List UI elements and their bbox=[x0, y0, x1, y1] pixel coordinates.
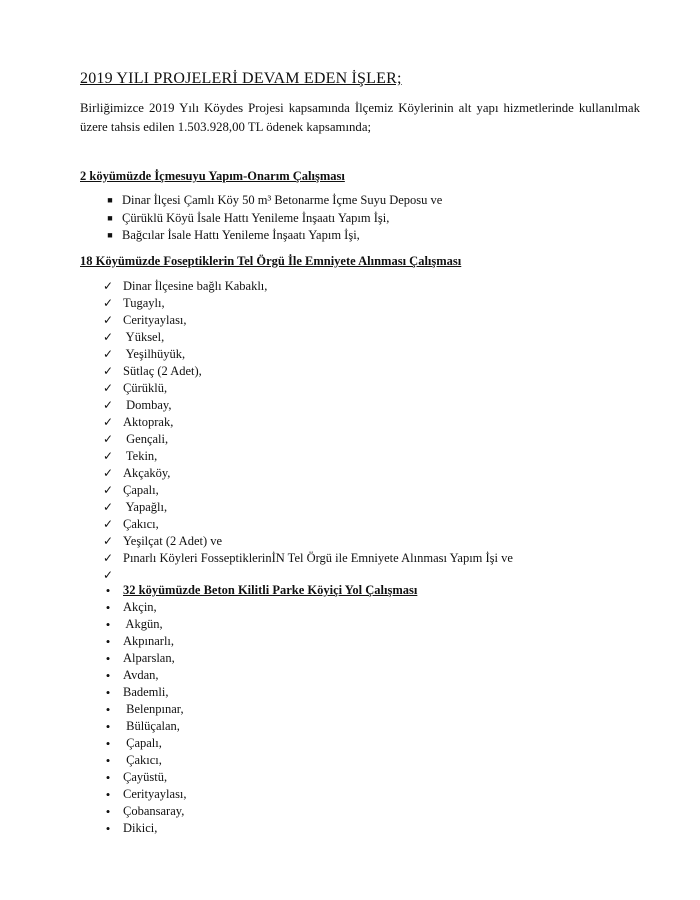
list-item: ✓ Aktoprak, bbox=[102, 415, 174, 429]
section-heading-paving: 32 köyümüzde Beton Kilitli Parke Köyiçi Yol Çalışması bbox=[123, 583, 418, 597]
list-item: ✓ Dombay, bbox=[102, 398, 172, 412]
list-item: ✓ Sütlaç (2 Adet), bbox=[102, 364, 202, 378]
square-bullet-icon: ■ bbox=[107, 230, 113, 240]
checkmark-icon: ✓ bbox=[102, 517, 114, 531]
checkmark-icon: ✓ bbox=[102, 466, 114, 480]
round-bullet-icon: • bbox=[105, 668, 111, 683]
square-bullet-icon: ■ bbox=[107, 195, 113, 205]
list-item: • Dikici, bbox=[0, 820, 660, 837]
list-item: ✓ Çürüklü, bbox=[102, 381, 168, 395]
list-item: ■ Bağcılar İsale Hattı Yenileme İnşaatı Yapım İşi, bbox=[0, 227, 660, 245]
list-item: ✓ Cerityaylası, bbox=[102, 313, 187, 327]
round-bullet-icon: • bbox=[105, 770, 111, 785]
round-bullet-icon: • bbox=[105, 736, 111, 751]
checkmark-icon: ✓ bbox=[102, 296, 114, 310]
list-item: ✓ Çakıcı, bbox=[102, 517, 159, 531]
checkmark-icon: ✓ bbox=[102, 364, 114, 378]
checkmark-icon: ✓ bbox=[102, 551, 114, 565]
list-item: • Çobansaray, bbox=[0, 803, 660, 820]
list-item: ✓ Pınarlı Köyleri FosseptiklerinİN Tel Örgü ile Emniyete Alınması Yapım İşi ve bbox=[102, 551, 513, 565]
list-item: • Belenpınar, bbox=[0, 701, 660, 718]
checkmark-icon: ✓ bbox=[102, 483, 114, 497]
square-bullet-icon: ■ bbox=[107, 212, 113, 223]
section-heading-water: 2 köyümüzde İçmesuyu Yapım-Onarım Çalışması bbox=[80, 169, 345, 183]
round-bullet-icon: • bbox=[105, 753, 111, 768]
list-item: • Alparslan, bbox=[0, 650, 660, 667]
list-item: • Akgün, bbox=[0, 616, 660, 633]
list-item: • Akpınarlı, bbox=[0, 633, 660, 650]
paving-villages-list bbox=[0, 582, 660, 837]
list-item: ■ Çürüklü Köyü İsale Hattı Yenileme İnşaatı Yapım İşi, bbox=[0, 210, 660, 228]
list-item: • Bademli, bbox=[0, 684, 660, 701]
round-bullet-icon: • bbox=[105, 804, 111, 819]
document-title: 2019 YILI PROJELERİ DEVAM EDEN İŞLER; bbox=[80, 70, 402, 87]
round-bullet-icon: • bbox=[105, 634, 111, 649]
list-item: • Cerityaylası, bbox=[0, 786, 660, 803]
septic-villages-list bbox=[0, 278, 660, 584]
checkmark-icon: ✓ bbox=[102, 534, 114, 548]
list-item: ✓ Çapalı, bbox=[102, 483, 159, 497]
water-projects-list bbox=[0, 192, 660, 245]
intro-paragraph: Birliğimizce 2019 Yılı Köydes Projesi kapsamında İlçemiz Köylerinin alt yapı hizmetlerinde kullanılmak üzere tahsis edilen 1.503.928,00 TL ödenek kapsamında; bbox=[80, 101, 640, 134]
list-item bbox=[0, 582, 660, 599]
list-item: ✓ Tugaylı, bbox=[102, 296, 165, 310]
list-item: ✓ Akçaköy, bbox=[102, 466, 171, 480]
checkmark-icon: ✓ bbox=[102, 449, 114, 463]
list-item: ✓ Gençali, bbox=[102, 432, 169, 446]
list-item: ✓ Yapağlı, bbox=[102, 500, 168, 514]
list-item: • Çakıcı, bbox=[0, 752, 660, 769]
checkmark-icon: ✓ bbox=[102, 415, 114, 429]
list-item: ✓ Yeşilhüyük, bbox=[102, 347, 186, 361]
round-bullet-icon: • bbox=[105, 583, 111, 598]
list-item: • Avdan, bbox=[0, 667, 660, 684]
list-item: ✓ Yüksel, bbox=[102, 330, 165, 344]
checkmark-icon: ✓ bbox=[102, 279, 114, 293]
list-item: ■ Dinar İlçesi Çamlı Köy 50 m³ Betonarme İçme Suyu Deposu ve bbox=[0, 192, 660, 210]
round-bullet-icon: • bbox=[105, 719, 111, 734]
list-item: ✓ Yeşilçat (2 Adet) ve bbox=[102, 534, 223, 548]
round-bullet-icon: • bbox=[105, 787, 111, 802]
checkmark-icon: ✓ bbox=[102, 347, 114, 361]
checkmark-icon: ✓ bbox=[102, 432, 114, 446]
round-bullet-icon: • bbox=[105, 617, 111, 632]
round-bullet-icon: • bbox=[105, 702, 111, 717]
round-bullet-icon: • bbox=[105, 600, 111, 615]
checkmark-icon: ✓ bbox=[102, 381, 114, 395]
section-heading-septic: 18 Köyümüzde Foseptiklerin Tel Örgü İle Emniyete Alınması Çalışması bbox=[80, 254, 462, 268]
checkmark-icon: ✓ bbox=[102, 313, 114, 327]
round-bullet-icon: • bbox=[105, 821, 111, 836]
list-item: • Çapalı, bbox=[0, 735, 660, 752]
list-item: • Akçin, bbox=[0, 599, 660, 616]
list-item: • Çayüstü, bbox=[0, 769, 660, 786]
checkmark-icon: ✓ bbox=[102, 568, 114, 582]
round-bullet-icon: • bbox=[105, 651, 111, 666]
list-item: ✓ Tekin, bbox=[102, 449, 158, 463]
checkmark-icon: ✓ bbox=[102, 500, 114, 514]
checkmark-icon: ✓ bbox=[102, 398, 114, 412]
list-item: • Bülüçalan, bbox=[0, 718, 660, 735]
round-bullet-icon: • bbox=[105, 685, 111, 700]
checkmark-icon: ✓ bbox=[102, 330, 114, 344]
list-item: ✓ Dinar İlçesine bağlı Kabaklı, bbox=[102, 279, 268, 293]
